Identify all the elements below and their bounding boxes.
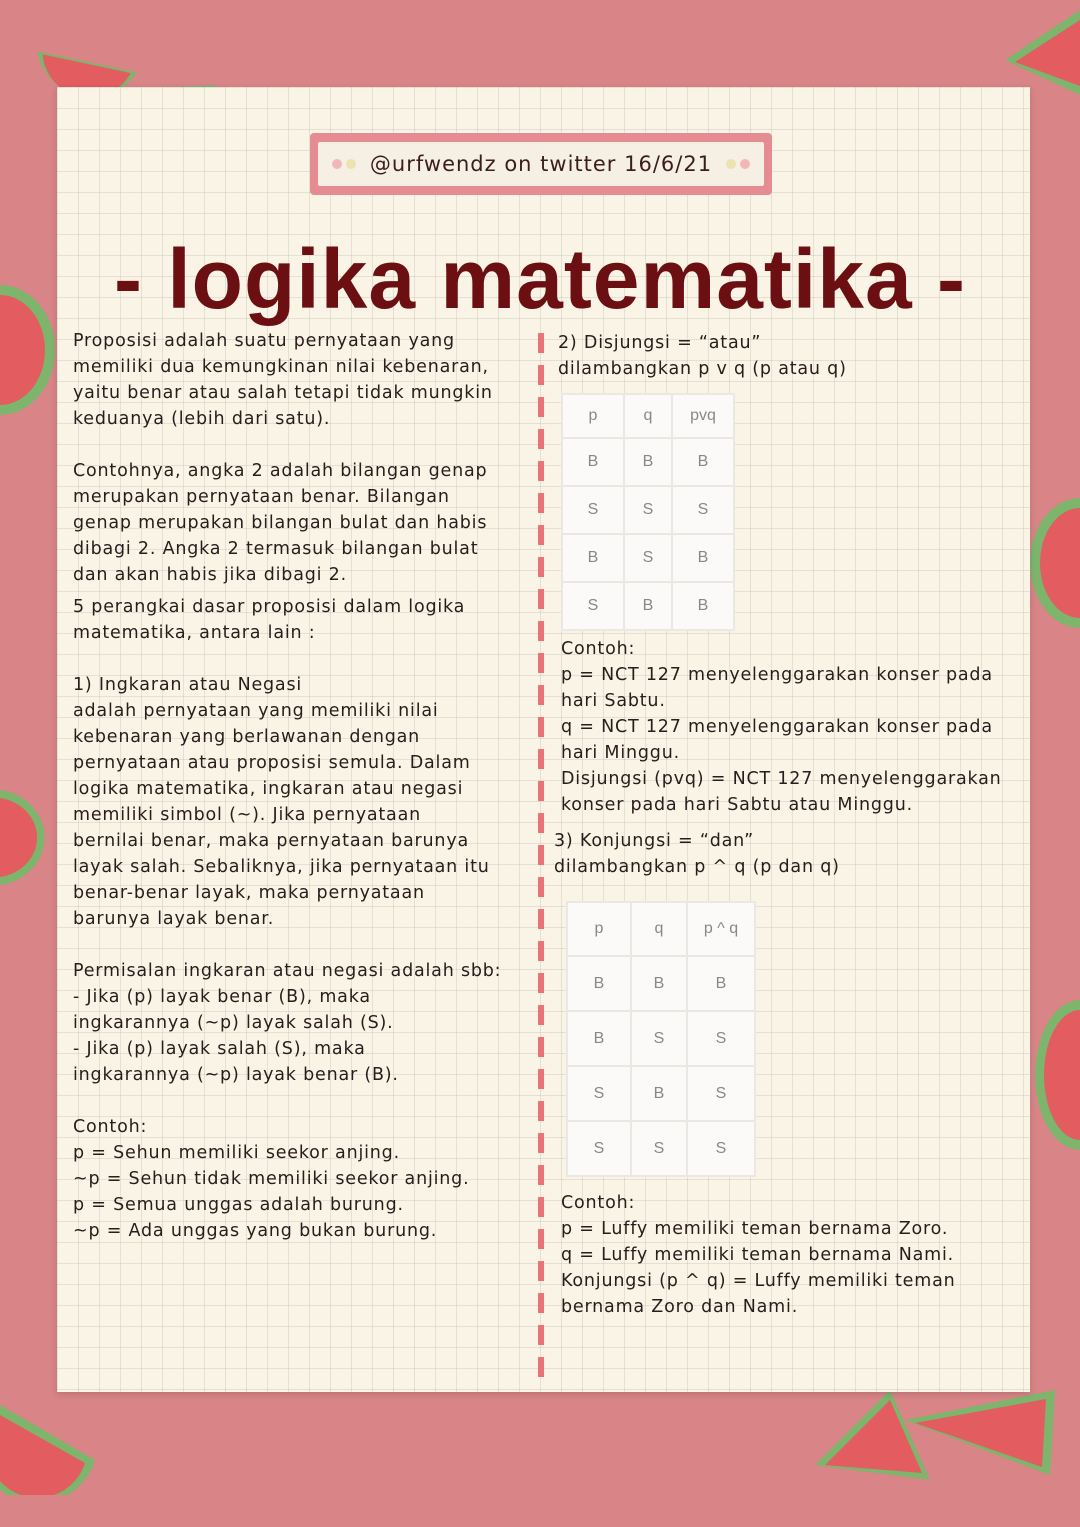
header-banner (310, 133, 772, 195)
text-line: dilambangkan p v q (p atau q) (558, 359, 847, 379)
disjungsi-truth-table (561, 393, 735, 631)
text-line: Contoh: (561, 639, 636, 659)
text-line: ~p = Sehun tidak memiliki seekor anjing. (73, 1169, 470, 1189)
table-header-cell: q (631, 902, 687, 956)
five-connectives-paragraph (73, 594, 523, 646)
table-row (562, 534, 734, 582)
table-cell: S (631, 1121, 687, 1176)
text-line: - Jika (p) layak salah (S), maka (73, 1039, 366, 1059)
table-cell: B (562, 438, 624, 486)
text-line: logika matematika, ingkaran atau negasi (73, 779, 464, 799)
watermelon-slice-icon (0, 790, 55, 885)
table-cell: S (624, 534, 672, 582)
table-cell: S (624, 486, 672, 534)
table-cell: S (672, 486, 734, 534)
text-line: dibagi 2. Angka 2 termasuk bilangan bulat (73, 539, 479, 559)
table-cell: S (687, 1121, 755, 1176)
table-cell: B (567, 956, 631, 1011)
text-line: konser pada hari Sabtu atau Minggu. (561, 795, 913, 815)
table-cell: S (687, 1066, 755, 1121)
text-line: 1) Ingkaran atau Negasi (73, 675, 303, 695)
text-line: memiliki dua kemungkinan nilai kebenaran, (73, 357, 489, 377)
table-cell: B (562, 534, 624, 582)
disjungsi-example (561, 636, 1021, 818)
text-line: dilambangkan p ^ q (p dan q) (554, 857, 840, 877)
table-cell: B (687, 956, 755, 1011)
table-cell: B (624, 582, 672, 630)
text-line: ingkarannya (~p) layak salah (S). (73, 1013, 394, 1033)
text-line: Disjungsi (pvq) = NCT 127 menyelenggarakan (561, 769, 1002, 789)
text-line: p = Luffy memiliki teman bernama Zoro. (561, 1219, 949, 1239)
text-line: q = Luffy memiliki teman bernama Nami. (561, 1245, 955, 1265)
text-line: layak salah. Sebaliknya, jika pernyataan itu (73, 857, 490, 877)
table-cell: S (562, 486, 624, 534)
table-cell: B (672, 438, 734, 486)
text-line: p = NCT 127 menyelenggarakan konser pada (561, 665, 993, 685)
text-line: 3) Konjungsi = “dan” (554, 831, 754, 851)
watermelon-slice-icon (810, 1385, 1060, 1495)
negation-paragraph (73, 672, 523, 932)
text-line: bernilai benar, maka pernyataan barunya (73, 831, 470, 851)
watermelon-slice-icon (1035, 1000, 1080, 1150)
dot (740, 159, 750, 169)
text-line: memiliki simbol (~). Jika pernyataan (73, 805, 421, 825)
twitter-handle: @urfwendz on twitter 16/6/21 (369, 152, 713, 176)
text-line: ~p = Ada unggas yang bukan burung. (73, 1221, 438, 1241)
table-cell: B (672, 582, 734, 630)
table-header-cell: pvq (672, 394, 734, 438)
text-line: Permisalan ingkaran atau negasi adalah sbb: (73, 961, 502, 981)
negation-example-paragraph (73, 1114, 523, 1244)
konjungsi-truth-table (566, 901, 756, 1177)
example-paragraph (73, 458, 523, 588)
text-line: q = NCT 127 menyelenggarakan konser pada (561, 717, 993, 737)
table-row (567, 1121, 755, 1176)
table-row (567, 956, 755, 1011)
text-line: merupakan pernyataan benar. Bilangan (73, 487, 450, 507)
text-line: - Jika (p) layak benar (B), maka (73, 987, 371, 1007)
table-cell: S (687, 1011, 755, 1066)
text-line: 5 perangkai dasar proposisi dalam logika (73, 597, 466, 617)
text-line: matematika, antara lain : (73, 623, 316, 643)
text-line: Contoh: (561, 1193, 636, 1213)
konjungsi-example (561, 1190, 1021, 1320)
text-line: ingkarannya (~p) layak benar (B). (73, 1065, 399, 1085)
text-line: Konjungsi (p ^ q) = Luffy memiliki teman (561, 1271, 956, 1291)
dashed-divider (538, 333, 544, 1378)
table-header-row (567, 902, 755, 956)
text-line: genap merupakan bilangan bulat dan habis (73, 513, 488, 533)
table-cell: B (672, 534, 734, 582)
text-line: barunya layak benar. (73, 909, 275, 929)
disjungsi-heading (558, 330, 1008, 382)
table-cell: S (567, 1121, 631, 1176)
table-row (562, 438, 734, 486)
dot (346, 159, 356, 169)
text-line: Contohnya, angka 2 adalah bilangan genap (73, 461, 488, 481)
table-cell: S (562, 582, 624, 630)
left-column (73, 328, 523, 1244)
konjungsi-heading (554, 828, 1014, 880)
table-cell: B (631, 1066, 687, 1121)
table-header-row (562, 394, 734, 438)
table-row (562, 486, 734, 534)
text-line: 2) Disjungsi = “atau” (558, 333, 762, 353)
text-line: adalah pernyataan yang memiliki nilai (73, 701, 439, 721)
text-line: dan akan habis jika dibagi 2. (73, 565, 347, 585)
text-line: yaitu benar atau salah tetapi tidak mungkin (73, 383, 493, 403)
table-cell: B (567, 1011, 631, 1066)
table-header-cell: p (567, 902, 631, 956)
text-line: pernyataan atau proposisi semula. Dalam (73, 753, 471, 773)
table-cell: S (631, 1011, 687, 1066)
text-line: keduanya (lebih dari satu). (73, 409, 331, 429)
watermelon-slice-icon (995, 0, 1080, 100)
text-line: hari Minggu. (561, 743, 680, 763)
table-row (567, 1066, 755, 1121)
header-banner-inner (318, 142, 764, 186)
watermelon-slice-icon (1030, 498, 1080, 628)
dots-left (332, 159, 356, 169)
table-row (567, 1011, 755, 1066)
text-line: bernama Zoro dan Nami. (561, 1297, 799, 1317)
dots-right (726, 159, 750, 169)
table-cell: B (624, 438, 672, 486)
page-title: - logika matematika - (114, 232, 966, 326)
table-cell: B (631, 956, 687, 1011)
text-line: hari Sabtu. (561, 691, 666, 711)
table-header-cell: p ^ q (687, 902, 755, 956)
table-header-cell: p (562, 394, 624, 438)
intro-paragraph (73, 328, 523, 432)
permisalan-paragraph (73, 958, 523, 1088)
dot (726, 159, 736, 169)
table-cell: S (567, 1066, 631, 1121)
table-row (562, 582, 734, 630)
text-line: Contoh: (73, 1117, 148, 1137)
dot (332, 159, 342, 169)
text-line: benar-benar layak, maka pernyataan (73, 883, 425, 903)
watermelon-slice-icon (0, 1395, 100, 1495)
text-line: p = Semua unggas adalah burung. (73, 1195, 404, 1215)
table-header-cell: q (624, 394, 672, 438)
text-line: p = Sehun memiliki seekor anjing. (73, 1143, 400, 1163)
text-line: Proposisi adalah suatu pernyataan yang (73, 331, 455, 351)
text-line: kebenaran yang berlawanan dengan (73, 727, 421, 747)
